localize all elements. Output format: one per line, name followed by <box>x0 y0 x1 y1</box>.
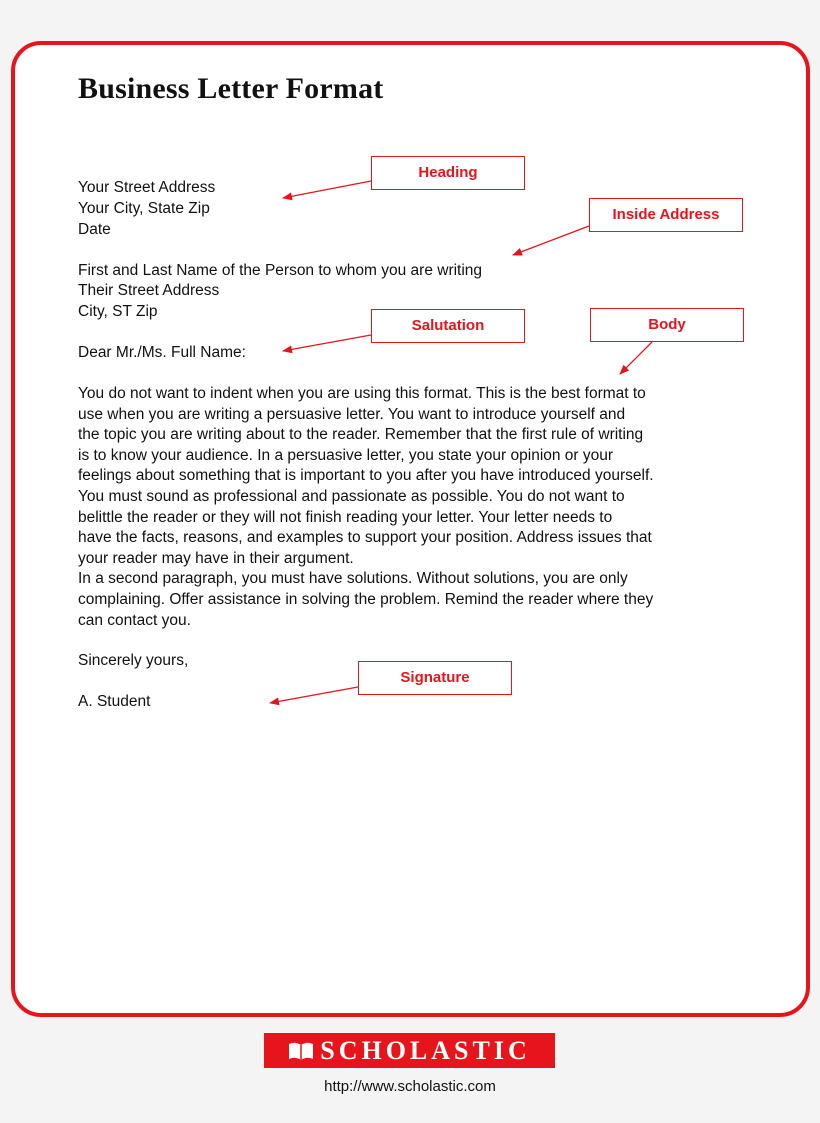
body-line: your reader may have in their argument. <box>78 549 354 567</box>
callout-heading: Heading <box>371 156 525 190</box>
heading-line-city: Your City, State Zip <box>78 200 210 217</box>
body-line: You must sound as professional and passionate as possible. You do not want to <box>78 488 625 505</box>
body-line: can contact you. <box>78 611 191 629</box>
body-line: the topic you are writing about to the reader. Remember that the first rule of writing <box>78 426 644 444</box>
body-line: complaining. Offer assistance in solving the problem. Remind the reader where they <box>78 591 654 608</box>
logo-text: SCHOLASTIC <box>320 1035 531 1065</box>
closing-text: Sincerely yours, <box>78 652 189 669</box>
body-line: belittle the reader or they will not finish reading your letter. Your letter needs to <box>78 508 613 526</box>
scholastic-logo <box>264 1033 555 1068</box>
callout-inside-address: Inside Address <box>589 198 743 232</box>
body-line: In a second paragraph, you must have solutions. Without solutions, you are only <box>78 570 628 588</box>
body-line: have the facts, reasons, and examples to support your position. Address issues that <box>78 529 652 547</box>
callout-salutation: Salutation <box>371 309 525 343</box>
body-line: feelings about something that is important to you after you have introduced yourself. <box>78 467 654 485</box>
inside-address-line-city: City, ST Zip <box>78 303 158 320</box>
inside-address-line-street: Their Street Address <box>78 282 220 299</box>
callout-signature: Signature <box>358 661 512 695</box>
footer-url[interactable]: http://www.scholastic.com <box>324 1078 496 1095</box>
callout-body: Body <box>590 308 744 342</box>
salutation-text: Dear Mr./Ms. Full Name: <box>78 344 246 361</box>
body-line: use when you are writing a persuasive letter. You want to introduce yourself and <box>78 405 626 423</box>
page-title: Business Letter Format <box>78 72 384 105</box>
signature-name: A. Student <box>78 693 151 710</box>
book-icon <box>288 1041 314 1061</box>
body-line: You do not want to indent when you are using this format. This is the best format to <box>78 385 646 402</box>
body-line: is to know your audience. In a persuasive letter, you state your opinion or your <box>78 446 614 464</box>
heading-line-street: Your Street Address <box>78 179 216 196</box>
heading-line-date: Date <box>78 221 111 238</box>
inside-address-line-name: First and Last Name of the Person to whom you are writing <box>78 262 483 279</box>
